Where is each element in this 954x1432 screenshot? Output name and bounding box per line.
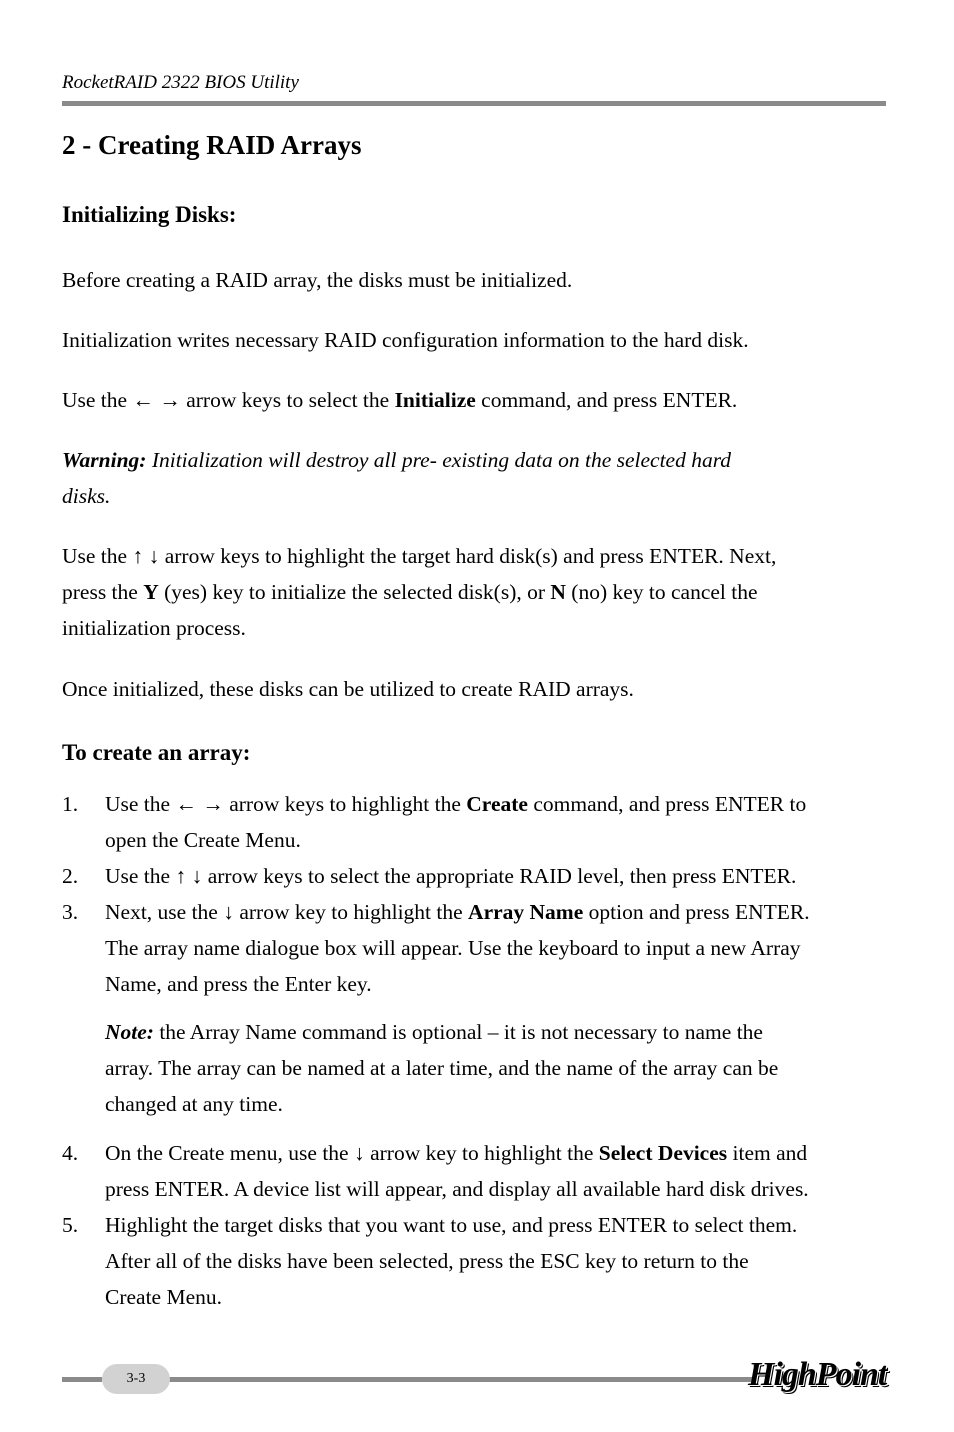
bold-initialize: Initialize — [394, 388, 476, 412]
step-4-text — [105, 1135, 887, 1207]
text-run: changed at any time. — [105, 1092, 283, 1116]
bold-array-name: Array Name — [468, 900, 584, 924]
footer-rule — [62, 1377, 102, 1382]
text-run: Use the ← → arrow keys to highlight the — [105, 792, 467, 816]
text-run: array. The array can be named at a later time, and the name of the array can be — [105, 1056, 779, 1080]
text-run: Next, use the ↓ arrow key to highlight the — [105, 900, 469, 924]
paragraph-init-command — [62, 382, 882, 418]
running-header: RocketRAID 2322 BIOS Utility — [62, 72, 299, 93]
text-run: disks. — [62, 484, 111, 508]
text-run: Initialization will destroy all pre- existing data on the selected hard — [146, 448, 732, 472]
step-5-text — [105, 1207, 887, 1315]
text-run: the Array Name command is optional – it is not necessary to name the — [153, 1020, 763, 1044]
step-number: 4. — [62, 1141, 79, 1165]
text-run: command, and press ENTER to — [527, 792, 807, 816]
bold-y-key: Y — [143, 580, 159, 604]
paragraph-init-writes: Initialization writes necessary RAID configuration information to the hard disk. — [62, 328, 749, 352]
step-1-text — [105, 786, 887, 858]
heading-create-array: To create an array: — [62, 740, 251, 765]
step-number: 3. — [62, 900, 79, 924]
text-run: On the Create menu, use the ↓ arrow key to highlight the — [105, 1141, 599, 1165]
bold-n-key: N — [550, 580, 566, 604]
text-run: option and press ENTER. — [583, 900, 810, 924]
text-run: press the — [62, 580, 144, 604]
bold-select-devices: Select Devices — [598, 1141, 728, 1165]
header-rule — [62, 101, 886, 106]
paragraph-init-done: Once initialized, these disks can be utilized to create RAID arrays. — [62, 677, 634, 701]
warning-label: Warning: — [62, 448, 147, 472]
text-run: open the Create Menu. — [105, 828, 301, 852]
highpoint-logo: HighPoint — [748, 1356, 887, 1393]
text-run: After all of the disks have been selected, press the ESC key to return to the — [105, 1249, 749, 1273]
text-run: (no) key to cancel the — [565, 580, 758, 604]
section-title: 2 - Creating RAID Arrays — [62, 130, 362, 160]
text-run: press ENTER. A device list will appear, and display all available hard disk drives. — [105, 1177, 809, 1201]
paragraph-init-select — [62, 538, 882, 646]
step-2-text: Use the ↑ ↓ arrow keys to select the appropriate RAID level, then press ENTER. — [105, 864, 797, 888]
text-run: Create Menu. — [105, 1285, 223, 1309]
note-label: Note: — [105, 1020, 154, 1044]
bold-create: Create — [466, 792, 528, 816]
text-run: Use the ↑ ↓ arrow keys to highlight the target hard disk(s) and press ENTER. Next, — [62, 544, 777, 568]
warning-paragraph — [62, 442, 882, 514]
paragraph-init-intro: Before creating a RAID array, the disks must be initialized. — [62, 268, 573, 292]
text-run: Use the ← → arrow keys to select the — [62, 388, 395, 412]
step-3-text — [105, 894, 887, 1002]
text-run: The array name dialogue box will appear. Use the keyboard to input a new Array — [105, 936, 801, 960]
text-run: item and — [727, 1141, 808, 1165]
text-run: initialization process. — [62, 616, 246, 640]
heading-initializing-disks: Initializing Disks: — [62, 202, 237, 227]
step-number: 2. — [62, 864, 79, 888]
step-number: 1. — [62, 792, 79, 816]
page-number-badge: 3-3 — [102, 1364, 170, 1394]
text-run: Name, and press the Enter key. — [105, 972, 372, 996]
text-run: (yes) key to initialize the selected disk(s), or — [158, 580, 551, 604]
text-run: Highlight the target disks that you want to use, and press ENTER to select them. — [105, 1213, 798, 1237]
note-paragraph — [105, 1014, 887, 1122]
text-run: command, and press ENTER. — [475, 388, 738, 412]
step-number: 5. — [62, 1213, 79, 1237]
footer-rule — [168, 1377, 752, 1382]
